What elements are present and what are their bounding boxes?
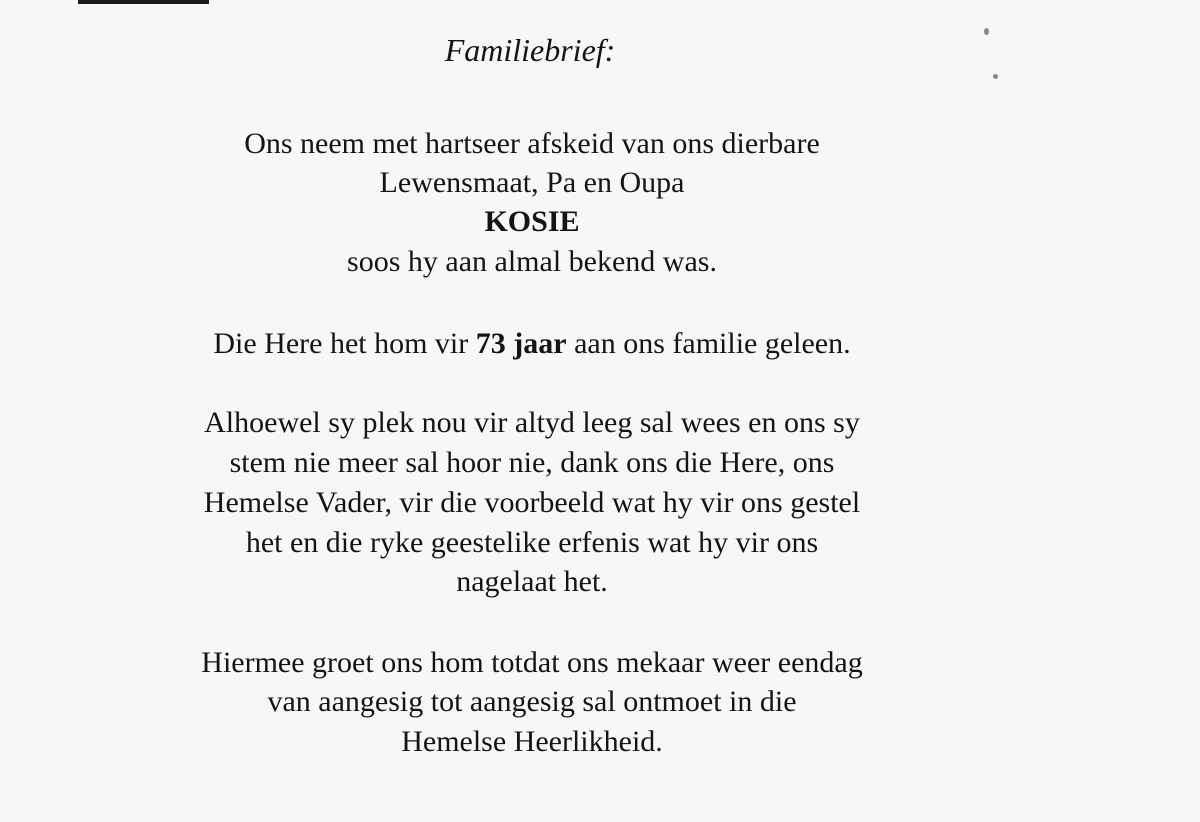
tribute-line-3: Hemelse Vader, vir die voorbeeld wat hy vir ons gestel — [203, 486, 861, 519]
farewell-line-2: van aangesig tot aangesig sal ontmoet in die — [267, 685, 797, 718]
years-text-before: Die Here het hom vir — [213, 327, 476, 360]
years-unit: jaar — [513, 327, 567, 360]
tribute-line-4: het en die ryke geestelike erfenis wat hy vir ons — [245, 526, 819, 559]
years-number: 73 — [475, 327, 506, 360]
years-line — [0, 326, 1064, 362]
tribute-line-1: Alhoewel sy plek nou vir altyd leeg sal wees en ons sy — [204, 406, 860, 439]
tribute-line-5: nagelaat het. — [456, 565, 608, 598]
scan-speck — [984, 28, 989, 35]
deceased-name: KOSIE — [484, 205, 580, 238]
farewell-line-3: Hemelse Heerlikheid. — [401, 725, 663, 758]
scan-speck — [993, 74, 998, 79]
tribute-line-2: stem nie meer sal hoor nie, dank ons die Here, ons — [229, 446, 835, 479]
intro-line-2: Lewensmaat, Pa en Oupa — [379, 166, 685, 199]
letter-heading: Familiebrief: — [444, 32, 616, 68]
top-rule — [78, 0, 209, 4]
intro-line-4: soos hy aan almal bekend was. — [347, 245, 717, 278]
intro-line-1: Ons neem met hartseer afskeid van ons dierbare — [244, 127, 820, 160]
years-text-after: aan ons familie geleen. — [566, 327, 851, 360]
farewell-line-1: Hiermee groet ons hom totdat ons mekaar weer eendag — [201, 646, 863, 679]
